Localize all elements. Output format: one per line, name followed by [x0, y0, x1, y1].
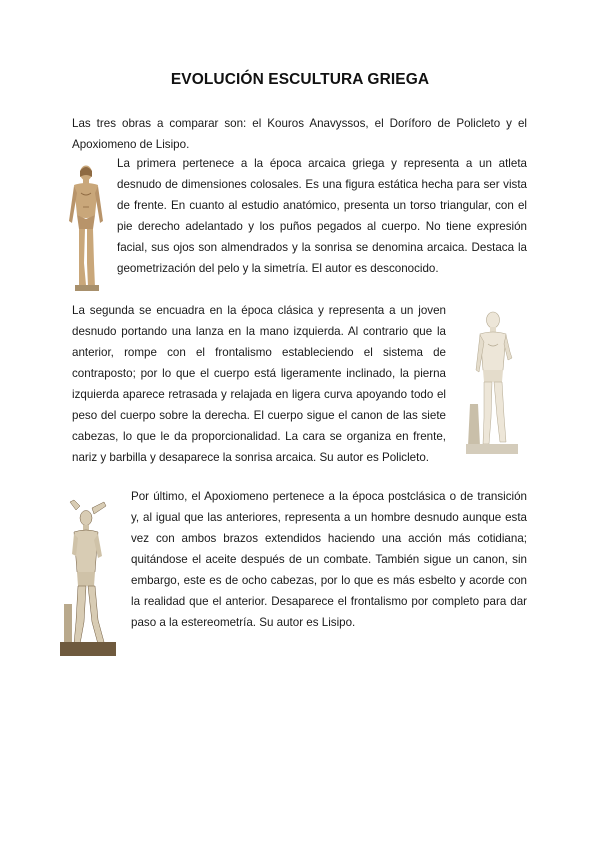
kouros-statue-image [63, 163, 109, 293]
doryphoros-statue-image [462, 308, 522, 458]
intro-paragraph: Las tres obras a comparar son: el Kouros Anavyssos, el Doríforo de Policleto y el Apoxiomeno de Lisipo. [72, 117, 527, 151]
paragraph-doryphoros: La segunda se encuadra en la época clásica y representa a un joven desnudo portando una lanza en la mano izquierda. Al contrario que la anterior, rompe con el frontalismo estableciendo el sistema de contraposto; por lo que el cuerpo está ligeramente inclinado, la pierna izquierda aparece retrasada y relajada en ligera curva apoyando todo el peso del cuerpo sobre la derecha. El cuerpo sigue el canon de las siete cabezas, lo que le da proporcionalidad. La cara se organiza en frente, nariz y barbilla y desaparece la sonrisa arcaica. Su autor es Policleto. [72, 304, 446, 464]
apoxyomenos-statue-image [58, 494, 122, 658]
paragraph-kouros: La primera pertenece a la época arcaica griega y representa a un atleta desnudo de dimensiones colosales. Es una figura estática hecha para ser vista de frente. En cuanto al estudio anatómico, presenta un torso triangular, con el pie derecho adelantado y los puños pegados al cuerpo. No tiene expresión facial, sus ojos son almendrados y la sonrisa se denomina arcaica. Destaca la geometrización del pelo y la simetría. El autor es desconocido. [117, 157, 527, 275]
paragraph-apoxyomenos: Por último, el Apoxiomeno pertenece a la época postclásica o de transición y, al igual que las anteriores, representa a un hombre desnudo aunque esta vez con ambos brazos extendidos haciendo una acción más cotidiana; quitándose el aceite después de un combate. También sigue un canon, sin embargo, este es de ocho cabezas, por lo que es más esbelto y acorde con la realidad que el anterior. Desaparece el frontalismo por completo para dar paso a la estereometría. Su autor es Lisipo. [131, 490, 527, 629]
page-title: EVOLUCIÓN ESCULTURA GRIEGA [170, 71, 430, 88]
